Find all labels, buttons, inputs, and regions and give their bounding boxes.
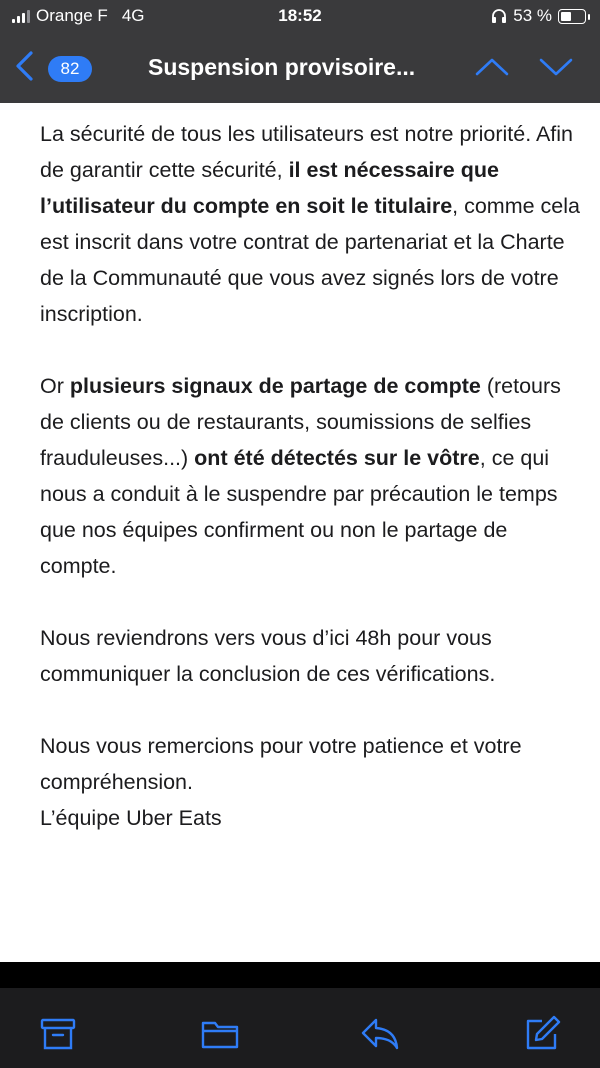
- top-bar: [0, 0, 600, 103]
- next-message-icon[interactable]: [538, 54, 574, 80]
- unread-count-badge[interactable]: 82: [48, 56, 92, 82]
- headphones-icon: [491, 8, 507, 24]
- clock: 18:52: [278, 6, 322, 25]
- mail-nav-bar: [0, 36, 600, 103]
- email-subject-title: Suspension provisoire...: [148, 54, 416, 80]
- bottom-toolbar: [0, 988, 600, 1068]
- paragraph-followup: Nous reviendrons vers vous d’ici 48h pour vous communiquer la conclusion de ces vérifications.: [40, 626, 496, 686]
- paragraph-security: La sécurité de tous les utilisateurs est notre priorité. Afin de garantir cette sécurité, il est nécessaire que l’utilisateur du compte en soit le titulaire, comme cela est inscrit dans votre contrat de partenariat et la Charte de la Communauté que vous avez signés lors de votre inscription.: [40, 122, 581, 326]
- divider-bar: [0, 962, 600, 988]
- paragraph-account-sharing: Or plusieurs signaux de partage de compte (retours de clients ou de restaurants, soumissions de selfies frauduleuses...) ont été détectés sur le vôtre, ce qui nous a conduit à le suspendre par précaution le temps que nos équipes confirment ou non le partage de compte.: [40, 374, 561, 578]
- paragraph-closing: Nous vous remercions pour votre patience et votre compréhension. L’équipe Uber Eats: [40, 734, 522, 830]
- previous-message-icon[interactable]: [474, 54, 510, 80]
- signature: L’équipe Uber Eats: [40, 806, 222, 830]
- folder-icon[interactable]: [200, 1014, 240, 1054]
- compose-icon[interactable]: [522, 1014, 562, 1054]
- battery-percent: 53 %: [513, 6, 552, 25]
- reply-icon[interactable]: [360, 1014, 400, 1054]
- battery-fill: [561, 12, 571, 21]
- email-body: [40, 116, 588, 836]
- archive-icon[interactable]: [38, 1014, 78, 1054]
- carrier-name: Orange F: [36, 6, 108, 25]
- battery-icon: [558, 9, 586, 24]
- status-bar: [0, 0, 600, 36]
- back-chevron-icon[interactable]: [12, 50, 38, 82]
- network-type: 4G: [121, 6, 145, 25]
